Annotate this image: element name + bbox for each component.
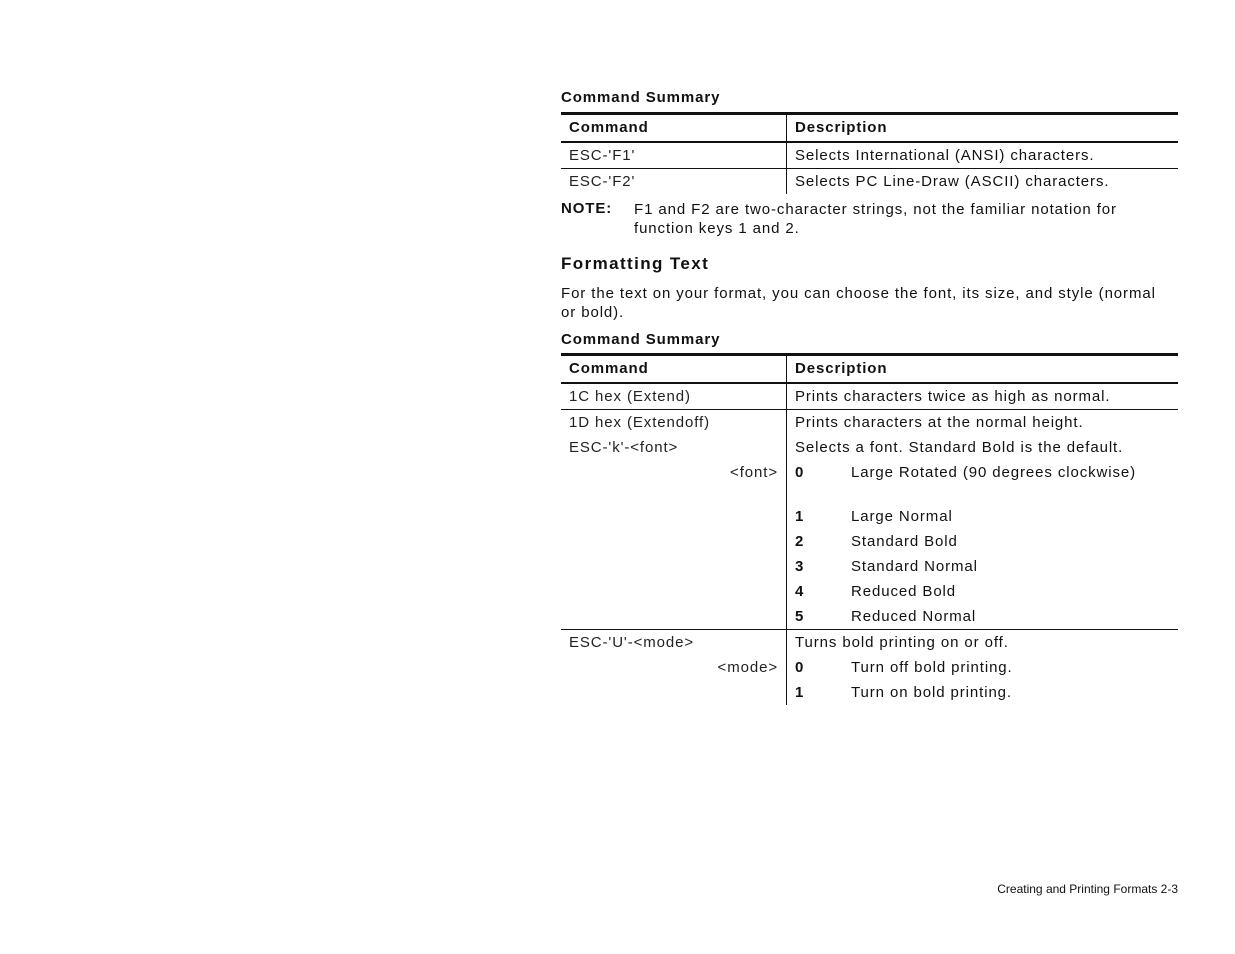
option-number: 5	[795, 608, 805, 625]
table2	[561, 353, 1178, 705]
page-footer: Creating and Printing Formats 2-3	[997, 882, 1178, 896]
description-cell: Prints characters at the normal height.	[787, 410, 1179, 436]
header-command: Command	[561, 355, 787, 384]
mode-param: <mode>	[717, 659, 778, 676]
table1	[561, 112, 1178, 194]
command-cell: 1D hex (Extendoff)	[561, 410, 787, 436]
header-description: Description	[787, 355, 1179, 384]
description-cell: Selects a font. Standard Bold is the default.	[787, 435, 1179, 460]
note-label: NOTE:	[561, 200, 613, 217]
option-number: 4	[795, 583, 805, 600]
table-row	[561, 410, 1178, 436]
option-text: Standard Normal	[851, 558, 978, 575]
font-option-row	[561, 604, 1178, 630]
table1-caption: Command Summary	[561, 89, 721, 106]
intro-paragraph: For the text on your format, you can choose the font, its size, and style (normal or bold).	[561, 285, 1156, 321]
font-option	[787, 460, 1179, 504]
option-number: 1	[795, 508, 805, 525]
option-text: Large Rotated (90 degrees clockwise)	[851, 464, 1137, 481]
option-text: Turn on bold printing.	[851, 684, 1012, 701]
font-option-row	[561, 460, 1178, 504]
table-row	[561, 142, 1178, 169]
option-number: 2	[795, 533, 805, 550]
font-option-row	[561, 529, 1178, 554]
table2-header	[561, 355, 1178, 384]
table-row	[561, 383, 1178, 410]
description-cell: Selects PC Line-Draw (ASCII) characters.	[787, 169, 1179, 195]
option-text: Reduced Bold	[851, 583, 957, 600]
command-cell: ESC-'F2'	[561, 169, 787, 195]
font-option-row	[561, 579, 1178, 604]
font-option-row	[561, 504, 1178, 529]
option-number: 1	[795, 684, 805, 701]
description-cell: Prints characters twice as high as normal.	[787, 383, 1179, 410]
command-cell: ESC-'U'-<mode>	[561, 630, 787, 656]
note-text: F1 and F2 are two-character strings, not the familiar notation for function keys 1 and 2.	[634, 201, 1117, 237]
command-cell: ESC-'k'-<font>	[569, 439, 679, 456]
font-param: <font>	[730, 464, 778, 481]
table-row	[561, 435, 1178, 460]
option-number: 0	[795, 464, 805, 481]
table-row	[561, 630, 1178, 656]
option-text: Turn off bold printing.	[851, 659, 1013, 676]
table1-header	[561, 114, 1178, 143]
command-cell: ESC-'F1'	[569, 147, 636, 164]
option-text: Standard Bold	[851, 533, 958, 550]
mode-option-row	[561, 680, 1178, 705]
table2-caption: Command Summary	[561, 331, 721, 348]
description-cell: Turns bold printing on or off.	[787, 630, 1179, 656]
header-description: Description	[787, 114, 1179, 143]
option-text: Large Normal	[851, 508, 953, 525]
font-option-row	[561, 554, 1178, 579]
option-number: 0	[795, 659, 805, 676]
table-row	[561, 169, 1178, 195]
description-cell: Selects International (ANSI) characters.	[787, 142, 1179, 169]
command-cell: 1C hex (Extend)	[569, 388, 691, 405]
header-command: Command	[561, 114, 787, 143]
mode-option-row	[561, 655, 1178, 680]
section-heading: Formatting Text	[561, 254, 710, 273]
option-number: 3	[795, 558, 805, 575]
option-text: Reduced Normal	[851, 608, 977, 625]
